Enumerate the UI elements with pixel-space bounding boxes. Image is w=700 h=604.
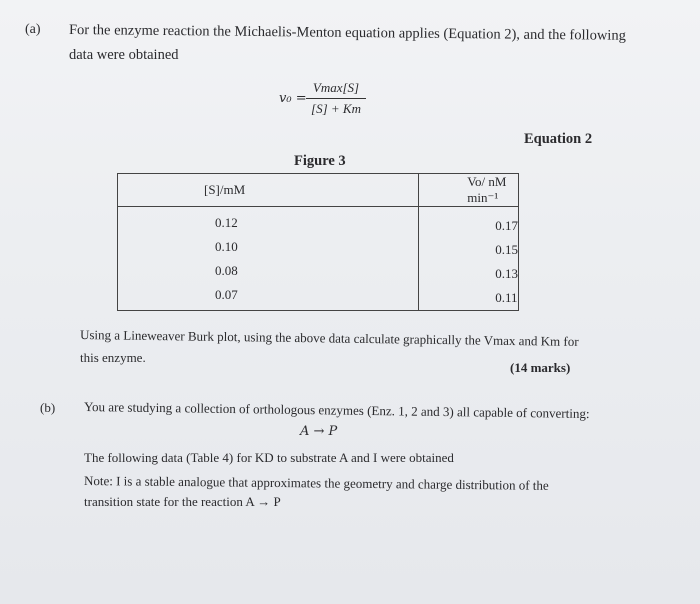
part-a-intro-line2: data were obtained <box>69 47 179 63</box>
table-cell: 0.08 <box>215 263 238 278</box>
question-line1: Using a Lineweaver Burk plot, using the above data calculate graphically the Vmax and Km for <box>79 327 579 349</box>
table-cell: 0.11 <box>495 290 518 305</box>
equation-lhs: v₀ = <box>279 91 307 106</box>
part-b-line4: transition state for the reaction A → P <box>84 494 281 509</box>
table-cell: 0.10 <box>215 239 238 254</box>
equation-fraction <box>306 80 366 117</box>
question-line2: this enzyme. <box>80 350 146 365</box>
fraction-bar <box>306 98 366 99</box>
part-b-label: (b) <box>40 400 56 415</box>
part-a-intro-line1: For the enzyme reaction the Michaelis-Menton equation applies (Equation 2), and the following <box>68 22 626 44</box>
part-b-line2: The following data (Table 4) for KD to substrate A and I were obtained <box>84 450 454 465</box>
table-col-vo <box>419 207 519 311</box>
equation-denominator: [S] + Km <box>311 101 361 116</box>
reaction-equation: A → P <box>300 424 338 439</box>
equation-numerator: Vmax[S] <box>312 80 360 95</box>
data-table <box>117 173 519 311</box>
part-b-line1: You are studying a collection of orthologous enzymes (Enz. 1, 2 and 3) all capable of converting: <box>83 399 590 422</box>
table-cell: 0.17 <box>495 218 518 233</box>
marks-label: (14 marks) <box>510 360 571 375</box>
table-col-s <box>118 207 419 311</box>
figure-title: Figure 3 <box>294 153 346 169</box>
table-body-row <box>118 207 519 311</box>
table-cell: 0.12 <box>215 215 238 230</box>
table-header-vo: Vo/ nM min⁻¹ <box>419 174 519 207</box>
part-b-line3: Note: I is a stable analogue that approximates the geometry and charge distribution of the <box>83 473 549 493</box>
table-header-row <box>118 174 519 207</box>
part-a-label: (a) <box>25 22 41 37</box>
table-cell: 0.15 <box>495 242 518 257</box>
table-cell: 0.13 <box>495 266 518 281</box>
equation-label: Equation 2 <box>524 131 593 147</box>
table-header-s: [S]/mM <box>118 174 419 207</box>
table-cell: 0.07 <box>215 287 238 302</box>
